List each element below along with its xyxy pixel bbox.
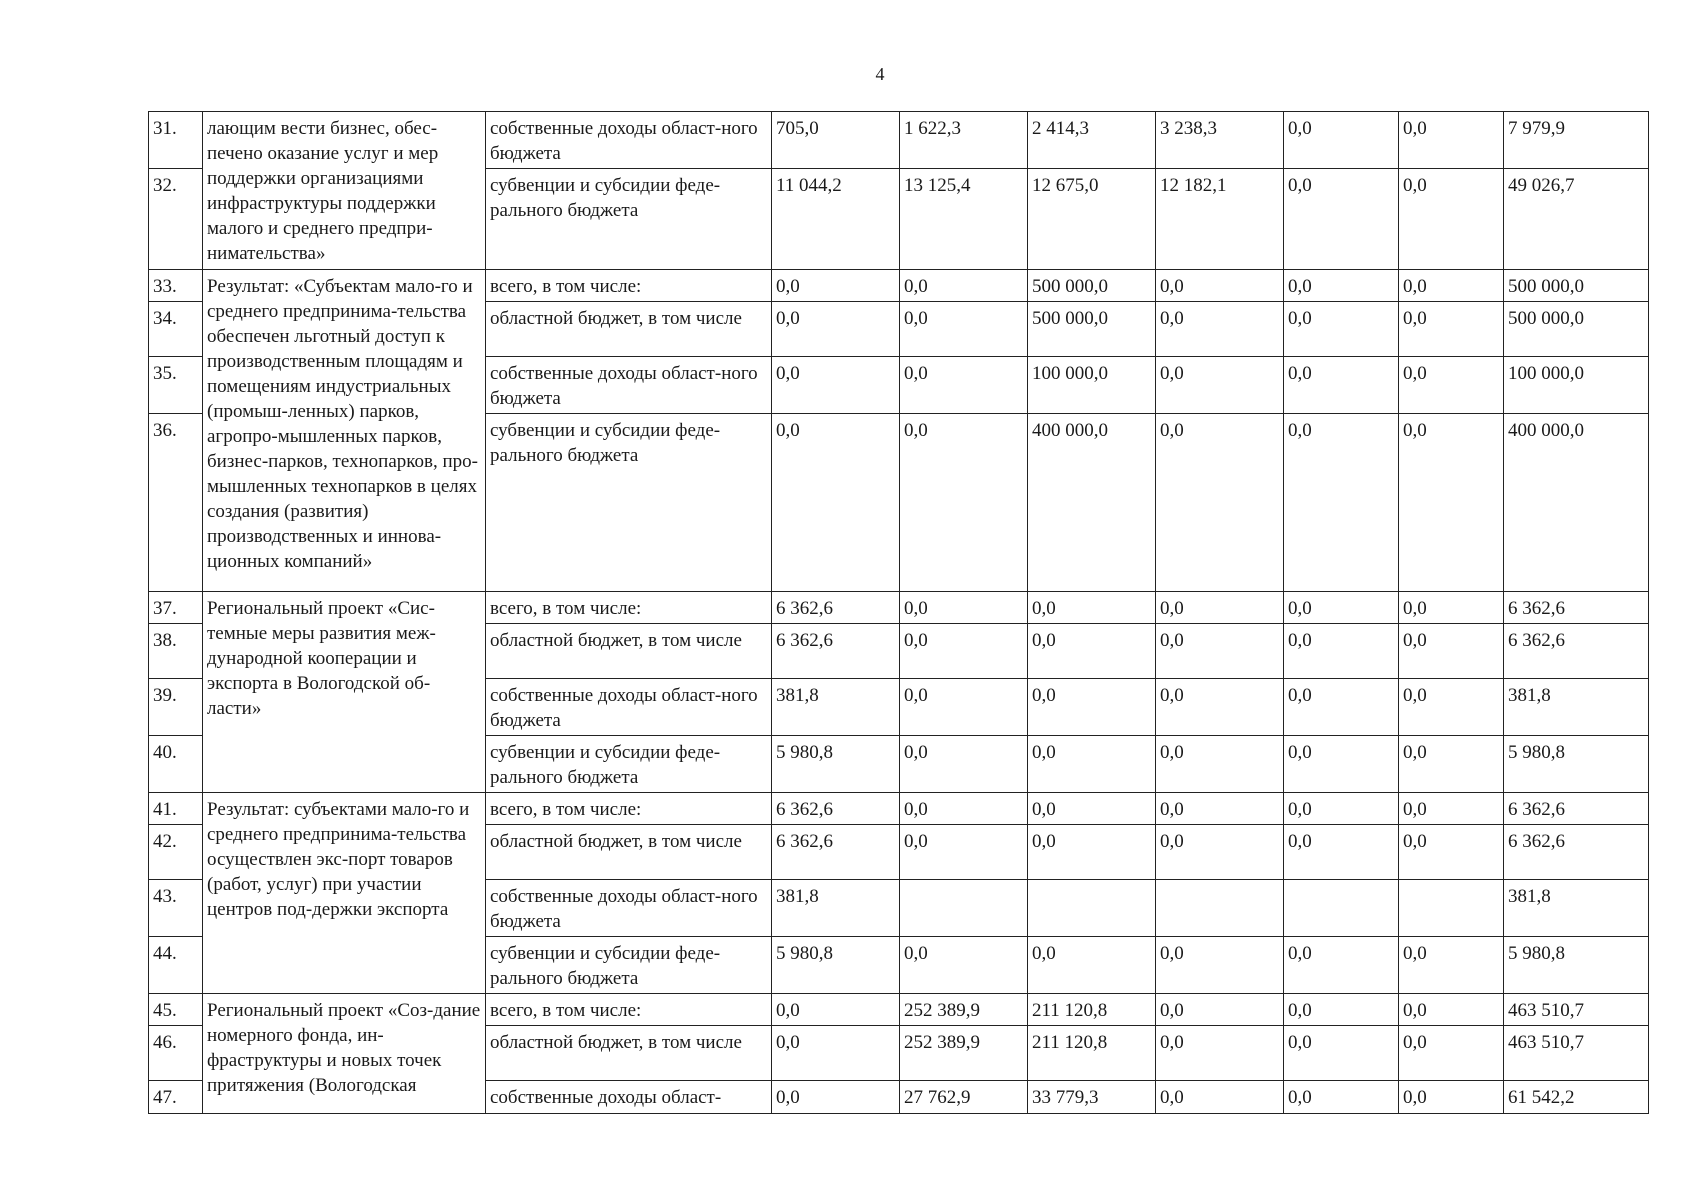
year-value: 13 125,4: [900, 169, 1028, 270]
year-value: 27 762,9: [900, 1081, 1028, 1114]
year-value: 0,0: [772, 1026, 900, 1081]
table-row: [149, 112, 1649, 169]
row-number: 34.: [149, 302, 203, 357]
total-value: 49 026,7: [1504, 169, 1649, 270]
year-value: 0,0: [1399, 624, 1504, 679]
table-body: [149, 112, 1649, 1114]
year-value: 3 238,3: [1156, 112, 1284, 169]
total-value: 463 510,7: [1504, 994, 1649, 1026]
year-value: 0,0: [1156, 624, 1284, 679]
funding-source: всего, в том числе:: [486, 793, 772, 825]
year-value: 0,0: [1156, 994, 1284, 1026]
year-value: 0,0: [1399, 937, 1504, 994]
year-value: 0,0: [900, 937, 1028, 994]
year-value: 0,0: [1399, 302, 1504, 357]
page-number: 4: [875, 64, 885, 84]
row-number: 39.: [149, 679, 203, 736]
year-value: 500 000,0: [1028, 270, 1156, 302]
year-value: 0,0: [1028, 825, 1156, 880]
row-number: 43.: [149, 880, 203, 937]
year-value: 0,0: [1399, 736, 1504, 793]
year-value: 0,0: [1399, 112, 1504, 169]
year-value: 5 980,8: [772, 937, 900, 994]
year-value: 705,0: [772, 112, 900, 169]
table-row: [149, 793, 1649, 825]
year-value: 100 000,0: [1028, 357, 1156, 414]
year-value: 0,0: [1156, 270, 1284, 302]
year-value: 0,0: [1284, 793, 1399, 825]
year-value: 0,0: [1028, 679, 1156, 736]
funding-source: областной бюджет, в том числе: [486, 624, 772, 679]
year-value: 211 120,8: [1028, 994, 1156, 1026]
year-value: 0,0: [772, 1081, 900, 1114]
year-value: 0,0: [1156, 736, 1284, 793]
year-value: 0,0: [1399, 994, 1504, 1026]
year-value: 0,0: [1284, 624, 1399, 679]
year-value: 11 044,2: [772, 169, 900, 270]
row-number: 38.: [149, 624, 203, 679]
year-value: 0,0: [1028, 793, 1156, 825]
year-value: 0,0: [1284, 937, 1399, 994]
total-value: 5 980,8: [1504, 736, 1649, 793]
row-number: 45.: [149, 994, 203, 1026]
year-value: 6 362,6: [772, 624, 900, 679]
row-number: 35.: [149, 357, 203, 414]
funding-source: областной бюджет, в том числе: [486, 302, 772, 357]
year-value: 12 182,1: [1156, 169, 1284, 270]
funding-source: всего, в том числе:: [486, 270, 772, 302]
year-value: 6 362,6: [772, 825, 900, 880]
year-value: 6 362,6: [772, 793, 900, 825]
year-value: 381,8: [772, 679, 900, 736]
year-value: 0,0: [1028, 937, 1156, 994]
funding-source: всего, в том числе:: [486, 994, 772, 1026]
funding-source: областной бюджет, в том числе: [486, 825, 772, 880]
year-value: 0,0: [900, 592, 1028, 624]
year-value: [1156, 880, 1284, 937]
year-value: 0,0: [1156, 937, 1284, 994]
year-value: 12 675,0: [1028, 169, 1156, 270]
year-value: 252 389,9: [900, 1026, 1028, 1081]
funding-source: субвенции и субсидии феде-рального бюджета: [486, 937, 772, 994]
event-description: лающим вести бизнес, обес-печено оказание услуг и мер поддержки организациями инфраструктуры поддержки малого и среднего предпри-нимательства»: [203, 112, 486, 270]
event-description: Региональный проект «Сис-темные меры развития меж-дународной кооперации и экспорта в Вологодской об-ласти»: [203, 592, 486, 793]
year-value: 211 120,8: [1028, 1026, 1156, 1081]
year-value: 2 414,3: [1028, 112, 1156, 169]
year-value: 0,0: [772, 302, 900, 357]
total-value: 6 362,6: [1504, 592, 1649, 624]
year-value: 0,0: [900, 736, 1028, 793]
year-value: 0,0: [1284, 825, 1399, 880]
year-value: 0,0: [1284, 302, 1399, 357]
event-description: Результат: субъектами мало-го и среднего предпринима-тельства осуществлен экс-порт товаров (работ, услуг) при участии центров под-держки экспорта: [203, 793, 486, 994]
year-value: 0,0: [1284, 414, 1399, 592]
funding-source: субвенции и субсидии феде-рального бюджета: [486, 414, 772, 592]
row-number: 31.: [149, 112, 203, 169]
year-value: 0,0: [1399, 169, 1504, 270]
year-value: 0,0: [900, 679, 1028, 736]
year-value: 0,0: [1284, 169, 1399, 270]
table-row: [149, 994, 1649, 1026]
year-value: [1284, 880, 1399, 937]
row-number: 42.: [149, 825, 203, 880]
year-value: 0,0: [772, 414, 900, 592]
row-number: 40.: [149, 736, 203, 793]
funding-source: всего, в том числе:: [486, 592, 772, 624]
total-value: 5 980,8: [1504, 937, 1649, 994]
year-value: 0,0: [1399, 357, 1504, 414]
total-value: 500 000,0: [1504, 302, 1649, 357]
year-value: 0,0: [1284, 994, 1399, 1026]
total-value: 61 542,2: [1504, 1081, 1649, 1114]
year-value: 252 389,9: [900, 994, 1028, 1026]
row-number: 32.: [149, 169, 203, 270]
row-number: 46.: [149, 1026, 203, 1081]
total-value: 463 510,7: [1504, 1026, 1649, 1081]
year-value: 0,0: [1028, 592, 1156, 624]
budget-table: [148, 111, 1649, 1114]
row-number: 41.: [149, 793, 203, 825]
funding-source: субвенции и субсидии феде-рального бюджета: [486, 169, 772, 270]
funding-source: собственные доходы област-ного бюджета: [486, 880, 772, 937]
year-value: 0,0: [1399, 414, 1504, 592]
year-value: 33 779,3: [1028, 1081, 1156, 1114]
year-value: 0,0: [1399, 679, 1504, 736]
year-value: 0,0: [1399, 1026, 1504, 1081]
year-value: 0,0: [900, 793, 1028, 825]
total-value: 7 979,9: [1504, 112, 1649, 169]
funding-source: собственные доходы област-ного бюджета: [486, 357, 772, 414]
year-value: 0,0: [1156, 793, 1284, 825]
year-value: 381,8: [772, 880, 900, 937]
year-value: 1 622,3: [900, 112, 1028, 169]
total-value: 500 000,0: [1504, 270, 1649, 302]
year-value: 500 000,0: [1028, 302, 1156, 357]
year-value: 0,0: [1156, 592, 1284, 624]
row-number: 33.: [149, 270, 203, 302]
year-value: 0,0: [1156, 1026, 1284, 1081]
year-value: [900, 880, 1028, 937]
year-value: 0,0: [1156, 302, 1284, 357]
total-value: 6 362,6: [1504, 624, 1649, 679]
year-value: 0,0: [1284, 357, 1399, 414]
year-value: 0,0: [900, 414, 1028, 592]
year-value: 0,0: [900, 357, 1028, 414]
year-value: 0,0: [1156, 679, 1284, 736]
total-value: 6 362,6: [1504, 793, 1649, 825]
year-value: 0,0: [1399, 1081, 1504, 1114]
total-value: 400 000,0: [1504, 414, 1649, 592]
year-value: 0,0: [1284, 270, 1399, 302]
year-value: 0,0: [1284, 736, 1399, 793]
funding-source: субвенции и субсидии феде-рального бюджета: [486, 736, 772, 793]
year-value: [1028, 880, 1156, 937]
event-description: Результат: «Субъектам мало-го и среднего предпринима-тельства обеспечен льготный доступ к производственным площадям и помещениям индустриальных (промыш-ленных) парков, агропро-мышленных парков, бизнес-парков, технопарков, про-мышленных технопарков в целях создания (развития) производственных и иннова-ционных компаний»: [203, 270, 486, 592]
year-value: 0,0: [1284, 1081, 1399, 1114]
year-value: 0,0: [1156, 825, 1284, 880]
year-value: [1399, 880, 1504, 937]
total-value: 6 362,6: [1504, 825, 1649, 880]
year-value: 0,0: [1284, 112, 1399, 169]
row-number: 44.: [149, 937, 203, 994]
table-row: [149, 270, 1649, 302]
year-value: 0,0: [1284, 1026, 1399, 1081]
year-value: 0,0: [1399, 825, 1504, 880]
funding-source: собственные доходы област-ного бюджета: [486, 112, 772, 169]
year-value: 0,0: [1028, 624, 1156, 679]
year-value: 0,0: [900, 624, 1028, 679]
year-value: 0,0: [1156, 357, 1284, 414]
year-value: 0,0: [772, 357, 900, 414]
funding-source: областной бюджет, в том числе: [486, 1026, 772, 1081]
year-value: 6 362,6: [772, 592, 900, 624]
year-value: 0,0: [1399, 270, 1504, 302]
year-value: 0,0: [1284, 592, 1399, 624]
year-value: 0,0: [900, 270, 1028, 302]
event-description: Региональный проект «Соз-дание номерного фонда, ин-фраструктуры и новых точек притяжения (Вологодская: [203, 994, 486, 1114]
row-number: 47.: [149, 1081, 203, 1114]
year-value: 0,0: [772, 270, 900, 302]
year-value: 0,0: [1284, 679, 1399, 736]
table-row: [149, 592, 1649, 624]
funding-source: собственные доходы област-ного бюджета: [486, 679, 772, 736]
total-value: 381,8: [1504, 880, 1649, 937]
year-value: 0,0: [1028, 736, 1156, 793]
year-value: 0,0: [900, 825, 1028, 880]
year-value: 0,0: [1156, 1081, 1284, 1114]
year-value: 0,0: [772, 994, 900, 1026]
total-value: 381,8: [1504, 679, 1649, 736]
year-value: 0,0: [1399, 592, 1504, 624]
year-value: 0,0: [1399, 793, 1504, 825]
row-number: 36.: [149, 414, 203, 592]
funding-source: собственные доходы област-: [486, 1081, 772, 1114]
year-value: 5 980,8: [772, 736, 900, 793]
year-value: 400 000,0: [1028, 414, 1156, 592]
total-value: 100 000,0: [1504, 357, 1649, 414]
year-value: 0,0: [900, 302, 1028, 357]
year-value: 0,0: [1156, 414, 1284, 592]
row-number: 37.: [149, 592, 203, 624]
